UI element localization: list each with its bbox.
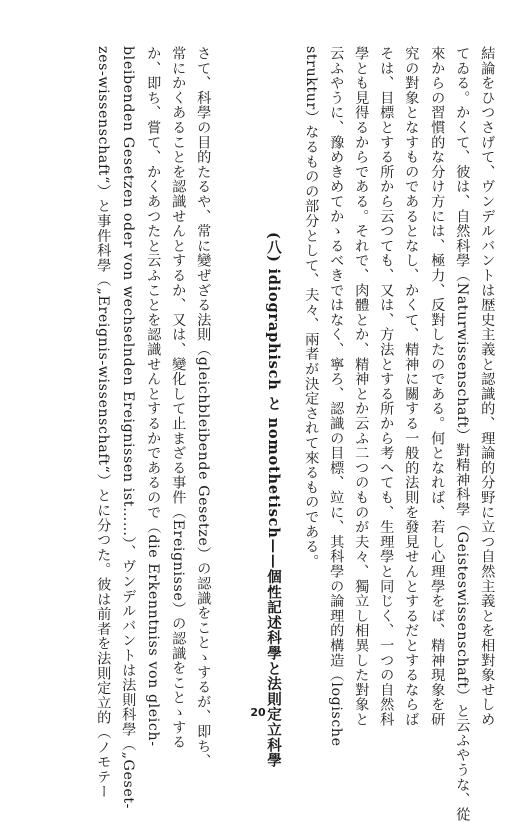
text-column: てゐる。かくて、彼は、自然科學（Naturwissenschaft）對精神科學（Geisteswissenschaft）と云ふやうな、從 — [454, 46, 471, 822]
text-column: 結論をひつさげて、ヴンデルバントは歴史主義と認識的、理論的分野に立つ自然主義とを相對象せしめ — [479, 46, 496, 727]
text-column: 究の對象となすものであるとなし、かくて、精神に關する一般的法則を發見せんとするだとするならば — [403, 46, 420, 727]
text-column: bleibenden Gesetzen oder von wechselnden Ereignissen ist……）、ヴンデルバントは法則科學（„Geset- — [120, 46, 137, 810]
text-column: 常にかくあることを認識せんとするか、又は、變化して止まざる事件（Ereignisse）の認識をことゝする — [170, 46, 187, 750]
text-column: 來からの習慣的な分け方には、極力、反對したのである。何となれば、若し心理學をば、精神現象を研 — [429, 46, 446, 727]
section-heading: (八) idiographisch と nomothetisch——個性記述科學と法則定立科學 — [265, 232, 282, 769]
text-column: さて、科學の目的たるや、常に變ぜざる法則（gleichbleibende Gesetze）の認識をことゝするが、即ち、 — [195, 46, 212, 769]
text-column: 云ふやうに、豫めきめてかゝるべきではなく、寧ろ、認識の目標、竝に、其科學の論理的構造（logische — [328, 46, 345, 747]
text-column: そは、目標とする所から云つても、又は、方法とする所から考へても、生理學と同じく、一つの自然科 — [378, 46, 395, 727]
text-column: zes-wissenschaft“）と事件科學（„Ereignis-wissenschaft“）とに分つた。彼は前者を法則定立的（ノモテー — [95, 46, 112, 800]
page-number: 20 — [250, 706, 266, 719]
text-column: struktur）なるものの部分として、夫々、兩者が決定されて來るものである。 — [303, 46, 320, 569]
text-column: 學とも見得るからである。それで、肉體とか、精神とか云ふ二つのものが夫々、獨立し相異した對象と — [353, 46, 370, 727]
text-column: か、即ち、嘗て、かくあつたと云ふことを認識せんとするかであるので（die Erkenntniss von gleich- — [145, 46, 162, 747]
